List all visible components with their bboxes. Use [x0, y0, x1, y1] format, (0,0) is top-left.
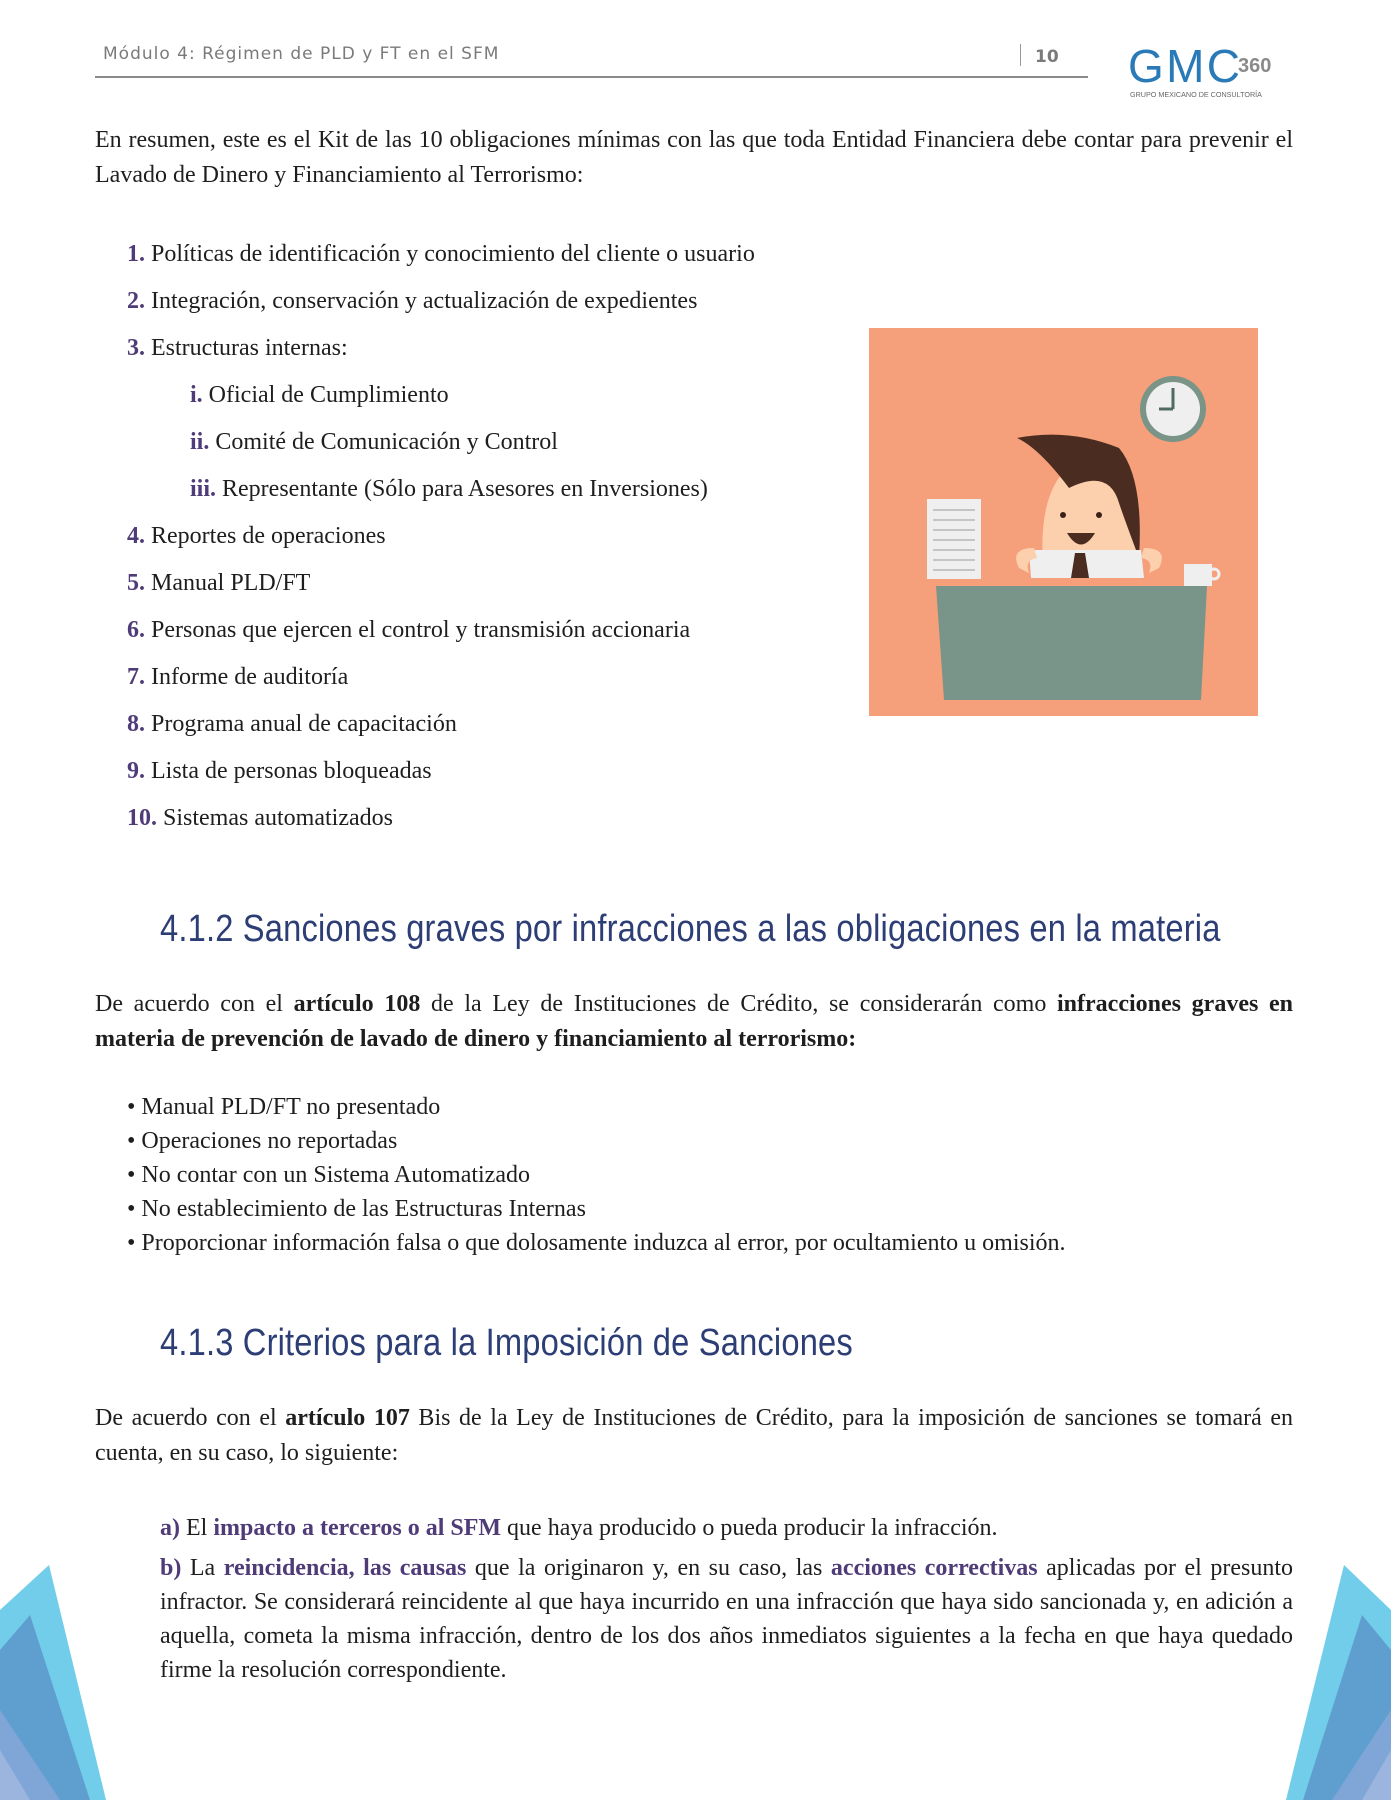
bold-text: artículo 108: [293, 991, 421, 1017]
text: de la Ley de Instituciones de Crédito, se considerarán como: [420, 991, 1058, 1017]
criterion-letter: b): [160, 1555, 182, 1581]
item-number: 6.: [127, 617, 145, 643]
bullet-item: • Proporcionar información falsa o que dolosamente induzca al error, por ocultamiento u omisión.: [127, 1230, 1066, 1256]
header-title: Módulo 4: Régimen de PLD y FT en el SFM: [103, 44, 500, 64]
page-number-text: 10: [1035, 47, 1059, 67]
item-text: Personas que ejercen el control y transmisión accionaria: [151, 617, 691, 643]
item-number: iii.: [190, 476, 217, 502]
list-item: [127, 239, 755, 269]
list-item: [127, 662, 348, 692]
text: que la originaron y, en su caso, las: [466, 1555, 831, 1581]
header-divider: [95, 76, 1088, 78]
corner-decoration: [0, 1540, 1391, 1800]
section-4-1-2-paragraph: [95, 987, 1293, 1057]
text: aplicadas por el presunto infractor. Se considerará reincidente al que haya incurrido en una infracción que haya sido sancionada y, en adición a aquella, cometa la misma infracción, dentro de los dos años inmediatos siguientes a la fecha en que haya quedado firme la resolución correspondiente.: [160, 1555, 1294, 1683]
text: El: [180, 1515, 214, 1541]
item-text: Estructuras internas:: [151, 335, 348, 361]
section-heading-4-1-2: 4.1.2 Sanciones graves por infracciones a las obligaciones en la materia: [160, 908, 1221, 950]
clock-icon: [1140, 376, 1206, 442]
text: La: [181, 1555, 224, 1581]
list-item: [127, 615, 690, 645]
logo-text: GMC: [1128, 44, 1240, 92]
text: que haya producido o pueda producir la infracción.: [501, 1515, 998, 1541]
item-text: Oficial de Cumplimiento: [208, 382, 449, 408]
list-item: [127, 568, 310, 598]
item-text: Lista de personas bloqueadas: [151, 758, 432, 784]
item-text: Reportes de operaciones: [151, 523, 386, 549]
list-item: [127, 521, 386, 551]
section-heading-4-1-3: 4.1.3 Criterios para la Imposición de Sanciones: [160, 1322, 853, 1364]
bold-text: infracciones graves en materia de prevención de lavado de dinero y financiamiento al terrorismo:: [95, 991, 1294, 1052]
criterion-letter: a): [160, 1515, 180, 1541]
item-number: 3.: [127, 335, 145, 361]
sub-list-item: [190, 380, 449, 410]
logo-subtitle: GRUPO MEXICANO DE CONSULTORÍA: [1130, 90, 1262, 99]
item-text: Integración, conservación y actualización de expedientes: [151, 288, 698, 314]
intro-paragraph: En resumen, este es el Kit de las 10 obligaciones mínimas con las que toda Entidad Financiera debe contar para prevenir el Lavado de Dinero y Financiamiento al Terrorismo:: [95, 127, 1293, 188]
item-number: 2.: [127, 288, 145, 314]
highlight-text: impacto a terceros o al SFM: [213, 1515, 502, 1541]
office-worker-illustration: [869, 328, 1258, 716]
list-item: [127, 803, 393, 833]
list-item: [127, 333, 348, 363]
item-text: Programa anual de capacitación: [151, 711, 457, 737]
bullet-item: • Manual PLD/FT no presentado: [127, 1094, 441, 1120]
section-4-1-3-paragraph: [95, 1401, 1293, 1471]
highlight-text: acciones correctivas: [830, 1555, 1038, 1581]
bold-text: artículo 107: [285, 1405, 410, 1431]
text: Bis de la Ley de Instituciones de Crédito, para la imposición de sanciones se tomará en cuenta, en su caso, lo siguiente:: [95, 1405, 1294, 1466]
bullet-item: • No establecimiento de las Estructuras Internas: [127, 1196, 586, 1222]
text: De acuerdo con el: [95, 1405, 286, 1431]
bullet-item: • No contar con un Sistema Automatizado: [127, 1162, 530, 1188]
company-logo: [1128, 44, 1278, 104]
list-item: [127, 756, 432, 786]
item-text: Comité de Comunicación y Control: [215, 429, 558, 455]
item-text: Informe de auditoría: [151, 664, 349, 690]
item-text: Manual PLD/FT: [151, 570, 311, 596]
item-number: 9.: [127, 758, 145, 784]
item-text: Sistemas automatizados: [163, 805, 393, 831]
item-number: 5.: [127, 570, 145, 596]
logo-badge: 360: [1238, 55, 1272, 77]
item-number: 4.: [127, 523, 145, 549]
item-number: i.: [190, 382, 203, 408]
list-item: [127, 286, 697, 316]
list-item: [127, 709, 457, 739]
bullet-item: • Operaciones no reportadas: [127, 1128, 398, 1154]
text: De acuerdo con el: [95, 991, 294, 1017]
item-number: ii.: [190, 429, 210, 455]
item-number: 1.: [127, 241, 145, 267]
item-number: 7.: [127, 664, 145, 690]
sub-list-item: [190, 427, 558, 457]
item-number: 8.: [127, 711, 145, 737]
page-number: [1020, 44, 1059, 67]
highlight-text: reincidencia, las causas: [223, 1555, 467, 1581]
sub-list-item: [190, 474, 708, 504]
item-text: Políticas de identificación y conocimiento del cliente o usuario: [151, 241, 755, 267]
item-text: Representante (Sólo para Asesores en Inversiones): [222, 476, 708, 502]
item-number: 10.: [127, 805, 157, 831]
